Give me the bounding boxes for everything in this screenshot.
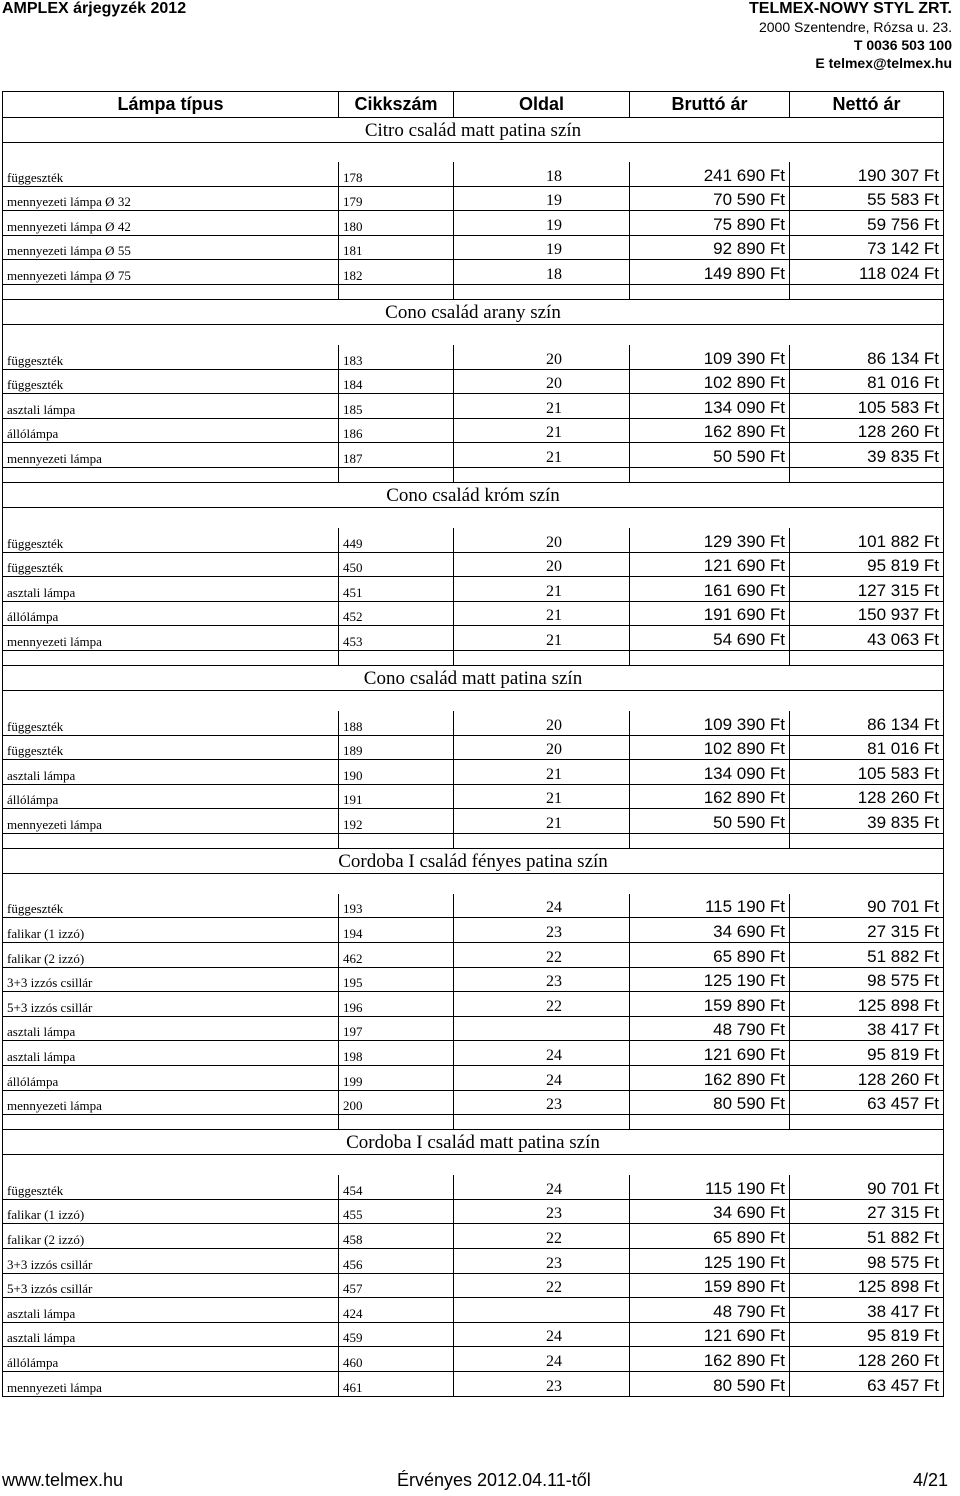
table-row	[3, 1199, 944, 1224]
section-gap-cell	[3, 690, 944, 711]
spacer-cell	[790, 650, 944, 665]
cell-gross-price: 134 090 Ft	[630, 394, 790, 419]
table-row	[3, 369, 944, 394]
cell-page: 23	[454, 967, 630, 992]
cell-net-price: 39 835 Ft	[790, 443, 944, 468]
spacer-cell	[454, 1115, 630, 1130]
cell-page: 22	[454, 1224, 630, 1249]
spacer-row	[3, 467, 944, 482]
table-row	[3, 992, 944, 1017]
spacer-cell	[339, 650, 454, 665]
cell-page: 24	[454, 1041, 630, 1066]
cell-type: asztali lámpa	[3, 1298, 339, 1323]
cell-code: 179	[339, 186, 454, 211]
cell-gross-price: 162 890 Ft	[630, 418, 790, 443]
cell-code: 178	[339, 162, 454, 186]
cell-net-price: 73 142 Ft	[790, 235, 944, 260]
cell-page: 21	[454, 443, 630, 468]
cell-code: 459	[339, 1322, 454, 1347]
cell-net-price: 39 835 Ft	[790, 809, 944, 834]
column-header-page: Oldal	[454, 92, 630, 118]
cell-gross-price: 34 690 Ft	[630, 918, 790, 943]
table-row	[3, 784, 944, 809]
cell-gross-price: 191 690 Ft	[630, 601, 790, 626]
column-header-type: Lámpa típus	[3, 92, 339, 118]
cell-type: mennyezeti lámpa	[3, 626, 339, 651]
cell-type: 3+3 izzós csillár	[3, 967, 339, 992]
cell-type: mennyezeti lámpa	[3, 1090, 339, 1115]
cell-code: 195	[339, 967, 454, 992]
table-row	[3, 394, 944, 419]
cell-page: 24	[454, 1322, 630, 1347]
cell-gross-price: 134 090 Ft	[630, 760, 790, 785]
section-header	[3, 1130, 944, 1155]
cell-type: mennyezeti lámpa Ø 55	[3, 235, 339, 260]
cell-code: 185	[339, 394, 454, 419]
cell-type: 5+3 izzós csillár	[3, 1273, 339, 1298]
table-row	[3, 760, 944, 785]
cell-gross-price: 92 890 Ft	[630, 235, 790, 260]
table-row	[3, 235, 944, 260]
cell-page: 20	[454, 552, 630, 577]
cell-type: állólámpa	[3, 784, 339, 809]
table-row	[3, 1371, 944, 1396]
cell-code: 197	[339, 1016, 454, 1041]
cell-net-price: 59 756 Ft	[790, 211, 944, 236]
cell-code: 450	[339, 552, 454, 577]
cell-net-price: 86 134 Ft	[790, 711, 944, 735]
table-row	[3, 735, 944, 760]
cell-net-price: 90 701 Ft	[790, 1175, 944, 1199]
cell-net-price: 101 882 Ft	[790, 528, 944, 552]
cell-page: 19	[454, 211, 630, 236]
table-row	[3, 809, 944, 834]
cell-net-price: 128 260 Ft	[790, 418, 944, 443]
cell-gross-price: 159 890 Ft	[630, 1273, 790, 1298]
cell-code: 198	[339, 1041, 454, 1066]
cell-gross-price: 149 890 Ft	[630, 260, 790, 285]
section-gap-cell	[3, 1155, 944, 1176]
cell-type: mennyezeti lámpa	[3, 1371, 339, 1396]
cell-page: 21	[454, 418, 630, 443]
cell-page: 24	[454, 1175, 630, 1199]
cell-gross-price: 48 790 Ft	[630, 1298, 790, 1323]
section-gap	[3, 690, 944, 711]
cell-page: 24	[454, 1066, 630, 1091]
section-header	[3, 299, 944, 324]
cell-code: 461	[339, 1371, 454, 1396]
section-gap	[3, 873, 944, 894]
column-header-net: Nettó ár	[790, 92, 944, 118]
section-gap	[3, 143, 944, 163]
cell-gross-price: 241 690 Ft	[630, 162, 790, 186]
cell-gross-price: 75 890 Ft	[630, 211, 790, 236]
cell-type: függeszték	[3, 711, 339, 735]
footer-website: www.telmex.hu	[2, 1470, 124, 1490]
cell-net-price: 51 882 Ft	[790, 1224, 944, 1249]
cell-page: 23	[454, 918, 630, 943]
cell-net-price: 128 260 Ft	[790, 1347, 944, 1372]
cell-net-price: 43 063 Ft	[790, 626, 944, 651]
cell-page: 18	[454, 260, 630, 285]
cell-type: 3+3 izzós csillár	[3, 1249, 339, 1274]
section-gap-cell	[3, 324, 944, 345]
spacer-cell	[790, 467, 944, 482]
company-phone: T 0036 503 100	[853, 37, 952, 53]
spacer-cell	[790, 284, 944, 299]
cell-type: asztali lámpa	[3, 394, 339, 419]
cell-net-price: 98 575 Ft	[790, 967, 944, 992]
cell-gross-price: 162 890 Ft	[630, 784, 790, 809]
cell-code: 455	[339, 1199, 454, 1224]
price-list-body	[3, 92, 944, 1397]
section-gap	[3, 507, 944, 528]
cell-code: 182	[339, 260, 454, 285]
spacer-cell	[630, 284, 790, 299]
cell-code: 187	[339, 443, 454, 468]
cell-code: 190	[339, 760, 454, 785]
cell-code: 193	[339, 894, 454, 918]
cell-code: 200	[339, 1090, 454, 1115]
cell-net-price: 150 937 Ft	[790, 601, 944, 626]
spacer-row	[3, 284, 944, 299]
cell-code: 457	[339, 1273, 454, 1298]
cell-page: 23	[454, 1090, 630, 1115]
cell-net-price: 105 583 Ft	[790, 760, 944, 785]
column-header-row	[3, 92, 944, 118]
cell-gross-price: 50 590 Ft	[630, 443, 790, 468]
cell-gross-price: 102 890 Ft	[630, 369, 790, 394]
cell-page	[454, 1016, 630, 1041]
table-row	[3, 577, 944, 602]
cell-page: 20	[454, 345, 630, 369]
cell-type: mennyezeti lámpa Ø 75	[3, 260, 339, 285]
cell-page: 21	[454, 394, 630, 419]
cell-page: 21	[454, 577, 630, 602]
cell-page: 20	[454, 735, 630, 760]
cell-net-price: 63 457 Ft	[790, 1371, 944, 1396]
table-row	[3, 967, 944, 992]
cell-type: mennyezeti lámpa Ø 32	[3, 186, 339, 211]
cell-gross-price: 109 390 Ft	[630, 711, 790, 735]
cell-gross-price: 161 690 Ft	[630, 577, 790, 602]
cell-type: mennyezeti lámpa	[3, 809, 339, 834]
cell-code: 194	[339, 918, 454, 943]
cell-code: 181	[339, 235, 454, 260]
spacer-cell	[3, 284, 339, 299]
cell-page: 23	[454, 1249, 630, 1274]
cell-type: függeszték	[3, 369, 339, 394]
cell-net-price: 86 134 Ft	[790, 345, 944, 369]
spacer-cell	[454, 467, 630, 482]
cell-net-price: 51 882 Ft	[790, 943, 944, 968]
cell-gross-price: 80 590 Ft	[630, 1090, 790, 1115]
price-list-table	[2, 91, 944, 1397]
cell-type: állólámpa	[3, 1066, 339, 1091]
table-row	[3, 601, 944, 626]
cell-gross-price: 80 590 Ft	[630, 1371, 790, 1396]
table-row	[3, 1090, 944, 1115]
cell-gross-price: 115 190 Ft	[630, 1175, 790, 1199]
table-row	[3, 943, 944, 968]
table-row	[3, 443, 944, 468]
cell-net-price: 128 260 Ft	[790, 1066, 944, 1091]
table-row	[3, 1016, 944, 1041]
spacer-cell	[339, 467, 454, 482]
cell-type: asztali lámpa	[3, 1016, 339, 1041]
spacer-cell	[454, 833, 630, 848]
cell-gross-price: 121 690 Ft	[630, 552, 790, 577]
cell-code: 180	[339, 211, 454, 236]
spacer-cell	[630, 650, 790, 665]
table-row	[3, 528, 944, 552]
cell-gross-price: 129 390 Ft	[630, 528, 790, 552]
cell-type: függeszték	[3, 345, 339, 369]
spacer-row	[3, 650, 944, 665]
cell-code: 460	[339, 1347, 454, 1372]
cell-page: 21	[454, 601, 630, 626]
section-header	[3, 848, 944, 873]
cell-code: 192	[339, 809, 454, 834]
cell-gross-price: 54 690 Ft	[630, 626, 790, 651]
spacer-cell	[790, 1115, 944, 1130]
cell-code: 424	[339, 1298, 454, 1323]
spacer-cell	[630, 833, 790, 848]
cell-type: függeszték	[3, 552, 339, 577]
cell-net-price: 90 701 Ft	[790, 894, 944, 918]
cell-code: 456	[339, 1249, 454, 1274]
cell-gross-price: 109 390 Ft	[630, 345, 790, 369]
cell-net-price: 190 307 Ft	[790, 162, 944, 186]
table-row	[3, 1322, 944, 1347]
cell-page: 18	[454, 162, 630, 186]
spacer-cell	[339, 1115, 454, 1130]
section-title: Citro család matt patina szín	[3, 118, 944, 143]
cell-type: állólámpa	[3, 418, 339, 443]
cell-type: mennyezeti lámpa	[3, 443, 339, 468]
company-address: 2000 Szentendre, Rózsa u. 23.	[758, 19, 952, 35]
table-row	[3, 186, 944, 211]
cell-net-price: 128 260 Ft	[790, 784, 944, 809]
cell-gross-price: 34 690 Ft	[630, 1199, 790, 1224]
cell-net-price: 125 898 Ft	[790, 1273, 944, 1298]
table-row	[3, 1347, 944, 1372]
spacer-cell	[339, 833, 454, 848]
section-header	[3, 482, 944, 507]
cell-gross-price: 162 890 Ft	[630, 1347, 790, 1372]
spacer-cell	[3, 1115, 339, 1130]
cell-net-price: 95 819 Ft	[790, 552, 944, 577]
cell-page: 21	[454, 784, 630, 809]
catalog-title: AMPLEX árjegyzék 2012	[2, 0, 187, 17]
table-row	[3, 552, 944, 577]
cell-type: függeszték	[3, 162, 339, 186]
spacer-cell	[630, 1115, 790, 1130]
cell-page: 22	[454, 992, 630, 1017]
section-header	[3, 118, 944, 143]
table-row	[3, 162, 944, 186]
cell-code: 186	[339, 418, 454, 443]
cell-net-price: 98 575 Ft	[790, 1249, 944, 1274]
table-row	[3, 345, 944, 369]
cell-type: állólámpa	[3, 1347, 339, 1372]
cell-code: 449	[339, 528, 454, 552]
column-header-gross: Bruttó ár	[630, 92, 790, 118]
table-row	[3, 1066, 944, 1091]
cell-type: asztali lámpa	[3, 1322, 339, 1347]
company-info	[749, 0, 952, 72]
spacer-cell	[630, 467, 790, 482]
cell-net-price: 127 315 Ft	[790, 577, 944, 602]
section-title: Cono család matt patina szín	[3, 665, 944, 690]
cell-gross-price: 65 890 Ft	[630, 943, 790, 968]
cell-type: falikar (2 izzó)	[3, 943, 339, 968]
table-row	[3, 711, 944, 735]
section-gap-cell	[3, 143, 944, 163]
cell-gross-price: 121 690 Ft	[630, 1041, 790, 1066]
section-title: Cordoba I család fényes patina szín	[3, 848, 944, 873]
cell-type: 5+3 izzós csillár	[3, 992, 339, 1017]
cell-type: mennyezeti lámpa Ø 42	[3, 211, 339, 236]
cell-gross-price: 70 590 Ft	[630, 186, 790, 211]
cell-type: asztali lámpa	[3, 577, 339, 602]
cell-page: 20	[454, 711, 630, 735]
cell-gross-price: 125 190 Ft	[630, 1249, 790, 1274]
cell-type: függeszték	[3, 894, 339, 918]
cell-net-price: 55 583 Ft	[790, 186, 944, 211]
column-header-code: Cikkszám	[339, 92, 454, 118]
cell-net-price: 95 819 Ft	[790, 1322, 944, 1347]
cell-page: 24	[454, 1347, 630, 1372]
cell-net-price: 63 457 Ft	[790, 1090, 944, 1115]
cell-gross-price: 48 790 Ft	[630, 1016, 790, 1041]
cell-code: 189	[339, 735, 454, 760]
cell-page: 23	[454, 1199, 630, 1224]
cell-code: 196	[339, 992, 454, 1017]
section-header	[3, 665, 944, 690]
section-title: Cono család króm szín	[3, 482, 944, 507]
section-gap	[3, 1155, 944, 1176]
table-row	[3, 1273, 944, 1298]
cell-code: 183	[339, 345, 454, 369]
cell-gross-price: 162 890 Ft	[630, 1066, 790, 1091]
table-row	[3, 918, 944, 943]
cell-code: 462	[339, 943, 454, 968]
table-row	[3, 1224, 944, 1249]
cell-type: függeszték	[3, 528, 339, 552]
cell-net-price: 95 819 Ft	[790, 1041, 944, 1066]
company-name: TELMEX-NOWY STYL ZRT.	[749, 0, 952, 17]
cell-net-price: 38 417 Ft	[790, 1016, 944, 1041]
cell-net-price: 38 417 Ft	[790, 1298, 944, 1323]
cell-gross-price: 50 590 Ft	[630, 809, 790, 834]
table-row	[3, 211, 944, 236]
cell-net-price: 105 583 Ft	[790, 394, 944, 419]
spacer-cell	[790, 833, 944, 848]
footer-validity: Érvényes 2012.04.11-től	[397, 1470, 591, 1490]
table-row	[3, 260, 944, 285]
cell-page: 21	[454, 760, 630, 785]
cell-type: falikar (1 izzó)	[3, 918, 339, 943]
cell-gross-price: 102 890 Ft	[630, 735, 790, 760]
cell-code: 458	[339, 1224, 454, 1249]
cell-code: 451	[339, 577, 454, 602]
section-gap	[3, 324, 944, 345]
table-row	[3, 1041, 944, 1066]
table-row	[3, 894, 944, 918]
cell-net-price: 118 024 Ft	[790, 260, 944, 285]
cell-net-price: 125 898 Ft	[790, 992, 944, 1017]
cell-type: falikar (2 izzó)	[3, 1224, 339, 1249]
cell-page: 19	[454, 235, 630, 260]
cell-page: 21	[454, 626, 630, 651]
spacer-cell	[3, 650, 339, 665]
cell-page: 24	[454, 894, 630, 918]
spacer-cell	[3, 833, 339, 848]
cell-page	[454, 1298, 630, 1323]
cell-page: 19	[454, 186, 630, 211]
cell-gross-price: 125 190 Ft	[630, 967, 790, 992]
spacer-cell	[454, 284, 630, 299]
cell-code: 184	[339, 369, 454, 394]
cell-net-price: 81 016 Ft	[790, 735, 944, 760]
cell-code: 454	[339, 1175, 454, 1199]
cell-code: 199	[339, 1066, 454, 1091]
cell-page: 21	[454, 809, 630, 834]
spacer-row	[3, 1115, 944, 1130]
cell-page: 22	[454, 1273, 630, 1298]
cell-page: 22	[454, 943, 630, 968]
table-row	[3, 1175, 944, 1199]
section-title: Cordoba I család matt patina szín	[3, 1130, 944, 1155]
spacer-cell	[339, 284, 454, 299]
spacer-cell	[3, 467, 339, 482]
cell-gross-price: 121 690 Ft	[630, 1322, 790, 1347]
cell-type: falikar (1 izzó)	[3, 1199, 339, 1224]
spacer-cell	[454, 650, 630, 665]
cell-type: asztali lámpa	[3, 1041, 339, 1066]
cell-code: 188	[339, 711, 454, 735]
cell-code: 191	[339, 784, 454, 809]
table-row	[3, 418, 944, 443]
table-row	[3, 1298, 944, 1323]
cell-code: 452	[339, 601, 454, 626]
spacer-row	[3, 833, 944, 848]
company-email: E telmex@telmex.hu	[815, 55, 952, 71]
cell-gross-price: 159 890 Ft	[630, 992, 790, 1017]
cell-net-price: 81 016 Ft	[790, 369, 944, 394]
cell-page: 23	[454, 1371, 630, 1396]
cell-net-price: 27 315 Ft	[790, 1199, 944, 1224]
cell-page: 20	[454, 369, 630, 394]
footer-page-number: 4/21	[912, 1470, 948, 1490]
cell-code: 453	[339, 626, 454, 651]
cell-type: állólámpa	[3, 601, 339, 626]
section-gap-cell	[3, 873, 944, 894]
section-title: Cono család arany szín	[3, 299, 944, 324]
table-row	[3, 626, 944, 651]
cell-gross-price: 115 190 Ft	[630, 894, 790, 918]
cell-type: asztali lámpa	[3, 760, 339, 785]
cell-gross-price: 65 890 Ft	[630, 1224, 790, 1249]
table-row	[3, 1249, 944, 1274]
cell-type: függeszték	[3, 735, 339, 760]
cell-type: függeszték	[3, 1175, 339, 1199]
section-gap-cell	[3, 507, 944, 528]
cell-net-price: 27 315 Ft	[790, 918, 944, 943]
cell-page: 20	[454, 528, 630, 552]
